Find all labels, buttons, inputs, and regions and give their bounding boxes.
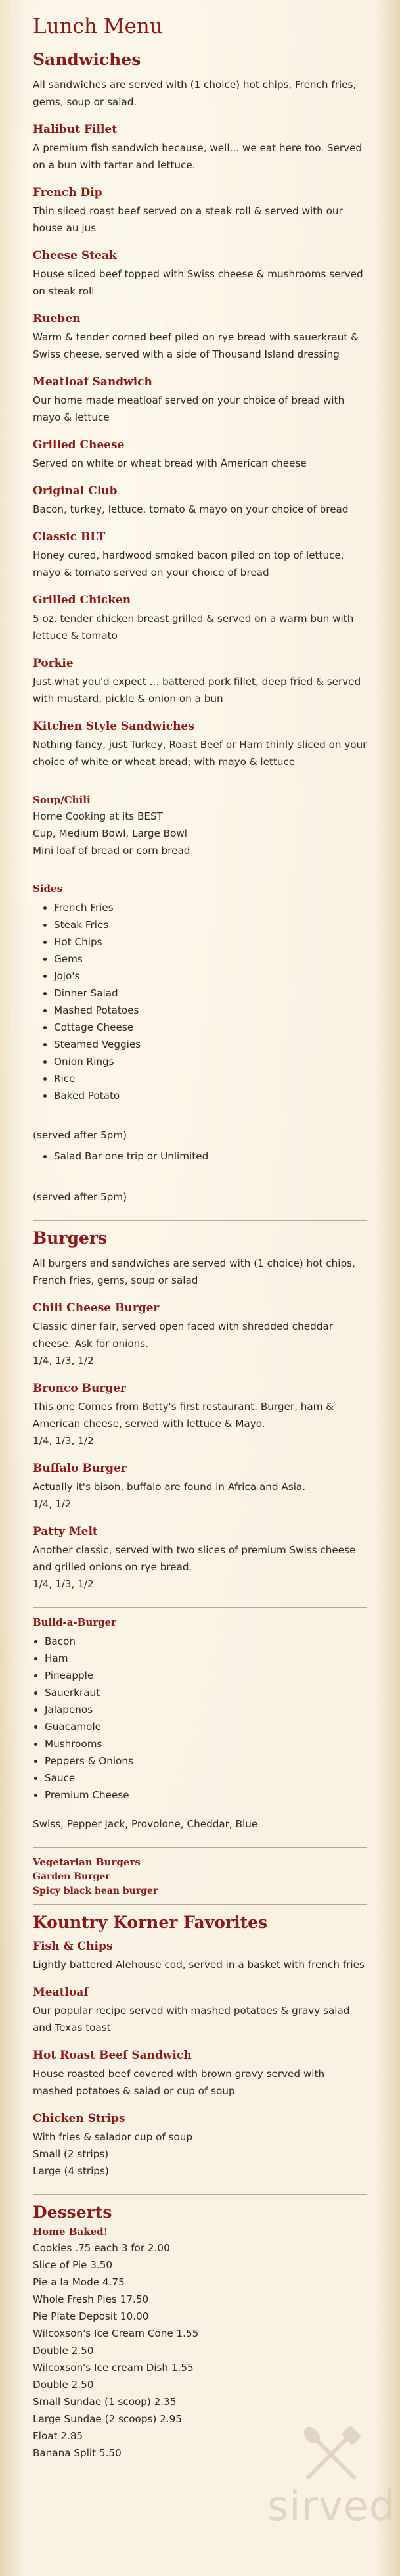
topping-item: • Sauerkraut — [45, 1684, 367, 1701]
burger-sizes: 1/4, 1/3, 1/2 — [33, 1435, 94, 1447]
sandwich-description: Just what you'd expect ... battered pork fillet, deep fried & served with mustard, pickle & onion on a bun — [33, 676, 361, 705]
topping-item: • Peppers & Onions — [45, 1752, 367, 1769]
kountry-item-option: Small (2 strips) — [33, 2148, 109, 2160]
topping-item: • Bacon — [45, 1633, 367, 1650]
side-item: • Hot Chips — [54, 933, 367, 950]
kountry-item-description: With fries & salador cup of soup — [33, 2131, 193, 2143]
sandwich-name: Porkie — [33, 657, 74, 670]
topping-item: • Sauce — [45, 1769, 367, 1787]
dessert-item: Large Sundae (2 scoops) 2.95 — [33, 2413, 182, 2425]
soup-heading: Soup/Chili — [33, 794, 91, 806]
sandwiches-intro: All sandwiches are served with (1 choice) hot chips, French fries, gems, soup or salad. — [33, 79, 357, 108]
side-item: • Baked Potato — [54, 1087, 367, 1104]
burger-sizes: 1/4, 1/3, 1/2 — [33, 1578, 94, 1590]
soup-lines — [33, 808, 367, 859]
divider — [33, 2194, 367, 2195]
desserts-heading: Desserts — [33, 2203, 112, 2222]
sandwich-name: Meatloaf Sandwich — [33, 375, 152, 388]
sandwich-name: Classic BLT — [33, 530, 106, 544]
menu-title: Lunch Menu — [33, 14, 163, 38]
sandwich-description: 5 oz. tender chicken breast grilled & served on a warm bun with lettuce & tomato — [33, 613, 354, 642]
topping-item: • Pineapple — [45, 1667, 367, 1684]
sides-heading: Sides — [33, 883, 63, 895]
topping-item: • Ham — [45, 1650, 367, 1667]
soup-line: Home Cooking at its BEST — [33, 810, 163, 822]
dessert-item: Float 2.85 — [33, 2430, 83, 2442]
sandwich-name: Grilled Chicken — [33, 594, 131, 607]
topping-item: • Guacamole — [45, 1718, 367, 1735]
sandwich-description: Served on white or wheat bread with American cheese — [33, 457, 307, 469]
burger-list — [33, 1301, 367, 1593]
soup-line: Cup, Medium Bowl, Large Bowl — [33, 828, 187, 839]
vegetarian-list — [33, 1870, 367, 1898]
dessert-item: Whole Fresh Pies 17.50 — [33, 2293, 149, 2305]
sandwich-name: Original Club — [33, 484, 118, 498]
kountry-item-description: Our popular recipe served with mashed potatoes & gravy salad and Texas toast — [33, 2005, 350, 2034]
sandwich-description: Honey cured, hardwood smoked bacon piled on top of lettuce, mayo & tomato served on your choice of bread — [33, 550, 344, 578]
dessert-item: Small Sundae (1 scoop) 2.35 — [33, 2396, 177, 2408]
side-item: • Jojo's — [54, 968, 367, 985]
cheese-options: Swiss, Pepper Jack, Provolone, Cheddar, Blue — [33, 1818, 258, 1830]
vegetarian-item: Spicy black bean burger — [33, 1886, 158, 1896]
side-item: • Mashed Potatoes — [54, 1002, 367, 1019]
dessert-item: Pie a la Mode 4.75 — [33, 2276, 125, 2288]
divider — [33, 1607, 367, 1608]
kountry-item-name: Hot Roast Beef Sandwich — [33, 2049, 192, 2062]
kountry-item-name: Meatloaf — [33, 1986, 89, 1999]
sandwiches-heading: Sandwiches — [33, 50, 141, 69]
dessert-item: Slice of Pie 3.50 — [33, 2259, 113, 2271]
sandwich-name: French Dip — [33, 186, 102, 199]
side-item: • French Fries — [54, 899, 367, 916]
burgers-intro: All burgers and sandwiches are served with (1 choice) hot chips, French fries, gems, soup or salad — [33, 1257, 355, 1286]
sandwich-description: Thin sliced roast beef served on a steak roll & served with our house au jus — [33, 205, 343, 234]
soup-line: Mini loaf of bread or corn bread — [33, 845, 190, 856]
burger-description: This one Comes from Betty's first restaurant. Burger, ham & American cheese, served with lettuce & Mayo. — [33, 1401, 334, 1430]
burger-name: Patty Melt — [33, 1525, 98, 1538]
sides-note-2: (served after 5pm) — [33, 1191, 127, 1203]
sandwich-name: Cheese Steak — [33, 249, 117, 262]
sandwich-list — [33, 122, 367, 770]
divider — [33, 1904, 367, 1905]
side-item: • Steak Fries — [54, 916, 367, 933]
build-a-burger-heading: Build-a-Burger — [33, 1616, 117, 1628]
sandwich-name: Kitchen Style Sandwiches — [33, 720, 194, 733]
divider — [33, 1847, 367, 1848]
dessert-item: Wilcoxson's Ice cream Dish 1.55 — [33, 2362, 194, 2374]
side-item: • Onion Rings — [54, 1053, 367, 1070]
vegetarian-item: Garden Burger — [33, 1871, 110, 1882]
burger-name: Chili Cheese Burger — [33, 1301, 160, 1315]
watermark — [249, 2425, 396, 2530]
kountry-item-name: Chicken Strips — [33, 2112, 125, 2125]
dessert-item: Double 2.50 — [33, 2379, 94, 2391]
dessert-item: Pie Plate Deposit 10.00 — [33, 2310, 149, 2322]
burger-description: Actually it's bison, buffalo are found in Africa and Asia. — [33, 1481, 306, 1493]
sandwich-description: Bacon, turkey, lettuce, tomato & mayo on your choice of bread — [33, 503, 349, 515]
burger-sizes: 1/4, 1/3, 1/2 — [33, 1355, 94, 1367]
dessert-item: Cookies .75 each 3 for 2.00 — [33, 2242, 170, 2254]
sandwich-name: Grilled Cheese — [33, 438, 125, 452]
watermark-text: sirved — [267, 2482, 396, 2530]
side-item: • Dinner Salad — [54, 985, 367, 1002]
divider — [33, 1220, 367, 1221]
side-item: • Rice — [54, 1070, 367, 1087]
sandwich-description: Nothing fancy, just Turkey, Roast Beef or Ham thinly sliced on your choice of white or wheat bread; with mayo & lettuce — [33, 739, 367, 768]
burger-description: Another classic, served with two slices of premium Swiss cheese and grilled onions on rye bread. — [33, 1544, 356, 1573]
sandwich-description: Warm & tender corned beef piled on rye bread with sauerkraut & Swiss cheese, served with a side of Thousand Island dressing — [33, 331, 359, 360]
topping-item: • Jalapenos — [45, 1701, 367, 1718]
salad-bar-item: • Salad Bar one trip or Unlimited — [54, 1148, 367, 1165]
sandwich-name: Rueben — [33, 312, 81, 325]
topping-item: • Premium Cheese — [45, 1787, 367, 1804]
side-item: • Steamed Veggies — [54, 1036, 367, 1053]
dessert-item: Banana Split 5.50 — [33, 2447, 122, 2459]
burger-name: Buffalo Burger — [33, 1462, 127, 1475]
sandwich-description: Our home made meatloaf served on your choice of bread with mayo & lettuce — [33, 394, 345, 423]
vegetarian-heading: Vegetarian Burgers — [33, 1856, 141, 1868]
desserts-subheading: Home Baked! — [33, 2226, 108, 2237]
burgers-heading: Burgers — [33, 1229, 108, 1248]
sandwich-name: Halibut Fillet — [33, 123, 118, 136]
side-item: • Gems — [54, 950, 367, 968]
dessert-item: Double 2.50 — [33, 2345, 94, 2356]
kountry-item-description: Lightly battered Alehouse cod, served in a basket with french fries — [33, 1959, 365, 1971]
salad-bar-list — [33, 1148, 367, 1165]
topping-item: • Mushrooms — [45, 1735, 367, 1752]
kountry-item-description: House roasted beef covered with brown gravy served with mashed potatoes & salad or cup of soup — [33, 2068, 325, 2097]
burger-description: Classic diner fair, served open faced with shredded cheddar cheese. Ask for onions. — [33, 1321, 333, 1349]
build-a-burger-list — [33, 1633, 367, 1804]
sandwich-description: A premium fish sandwich because, well... we eat here too. Served on a bun with tartar and lettuce. — [33, 142, 363, 171]
sandwich-description: House sliced beef topped with Swiss cheese & mushrooms served on steak roll — [33, 268, 363, 297]
kountry-item-name: Fish & Chips — [33, 1940, 113, 1953]
dessert-item: Wilcoxson's Ice Cream Cone 1.55 — [33, 2328, 199, 2339]
fork-knife-icon — [295, 2425, 367, 2484]
sides-note-1: (served after 5pm) — [33, 1129, 127, 1141]
burger-name: Bronco Burger — [33, 1382, 126, 1395]
side-item: • Cottage Cheese — [54, 1019, 367, 1036]
kountry-item-option: Large (4 strips) — [33, 2165, 109, 2177]
sides-list — [33, 899, 367, 1104]
burger-sizes: 1/4, 1/2 — [33, 1498, 72, 1510]
kountry-list — [33, 1939, 367, 2180]
kountry-heading: Kountry Korner Favorites — [33, 1913, 268, 1932]
